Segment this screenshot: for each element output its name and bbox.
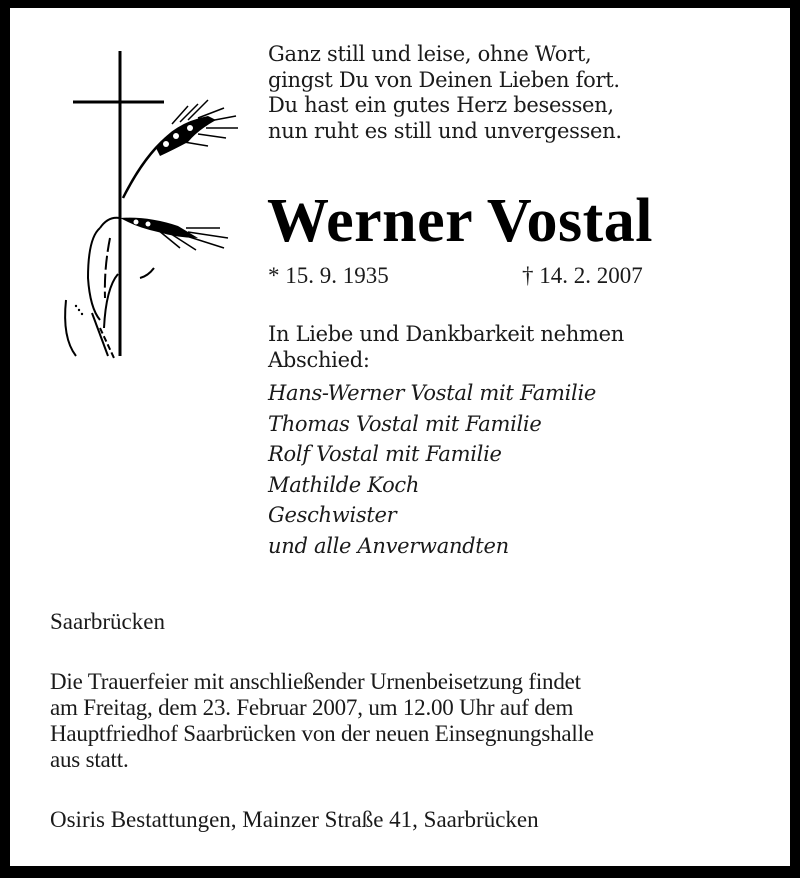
poem-line: Du hast ein gutes Herz besessen,	[268, 93, 614, 117]
obituary-notice	[10, 8, 790, 866]
poem-line: Ganz still und leise, ohne Wort,	[268, 42, 592, 66]
ceremony-line: am Freitag, dem 23. Februar 2007, um 12.00 Uhr auf dem	[50, 695, 574, 720]
place-name: Saarbrücken	[50, 609, 165, 634]
mourner-item: und alle Anverwandten	[268, 533, 509, 558]
farewell-text	[268, 321, 624, 373]
mourner-item: Rolf Vostal mit Familie	[268, 442, 502, 466]
poem-line: gingst Du von Deinen Lieben fort.	[268, 67, 620, 92]
mourner-item: Geschwister	[268, 503, 397, 527]
ceremony-line: aus statt.	[50, 747, 129, 772]
mourner-item: Mathilde Koch	[268, 472, 420, 497]
cross-with-wheat-icon	[48, 38, 248, 368]
mourner-item: Thomas Vostal mit Familie	[268, 411, 542, 436]
farewell-line: In Liebe und Dankbarkeit nehmen	[268, 322, 624, 346]
birth-date: * 15. 9. 1935	[268, 263, 389, 288]
mourners-list	[268, 378, 596, 561]
ceremony-line: Hauptfriedhof Saarbrücken von der neuen Einsegnungshalle	[50, 721, 594, 746]
deceased-name: Werner Vostal	[267, 187, 653, 255]
death-date: † 14. 2. 2007	[522, 263, 643, 288]
ceremony-line: Die Trauerfeier mit anschließender Urnenbeisetzung findet	[50, 669, 581, 694]
poem-line: nun ruht es still und unvergessen.	[268, 118, 622, 143]
ceremony-details	[50, 669, 594, 773]
memorial-poem	[268, 42, 622, 144]
farewell-line: Abschied:	[268, 348, 370, 372]
mourner-item: Hans-Werner Vostal mit Familie	[268, 381, 596, 405]
funeral-home: Osiris Bestattungen, Mainzer Straße 41, Saarbrücken	[50, 807, 539, 832]
